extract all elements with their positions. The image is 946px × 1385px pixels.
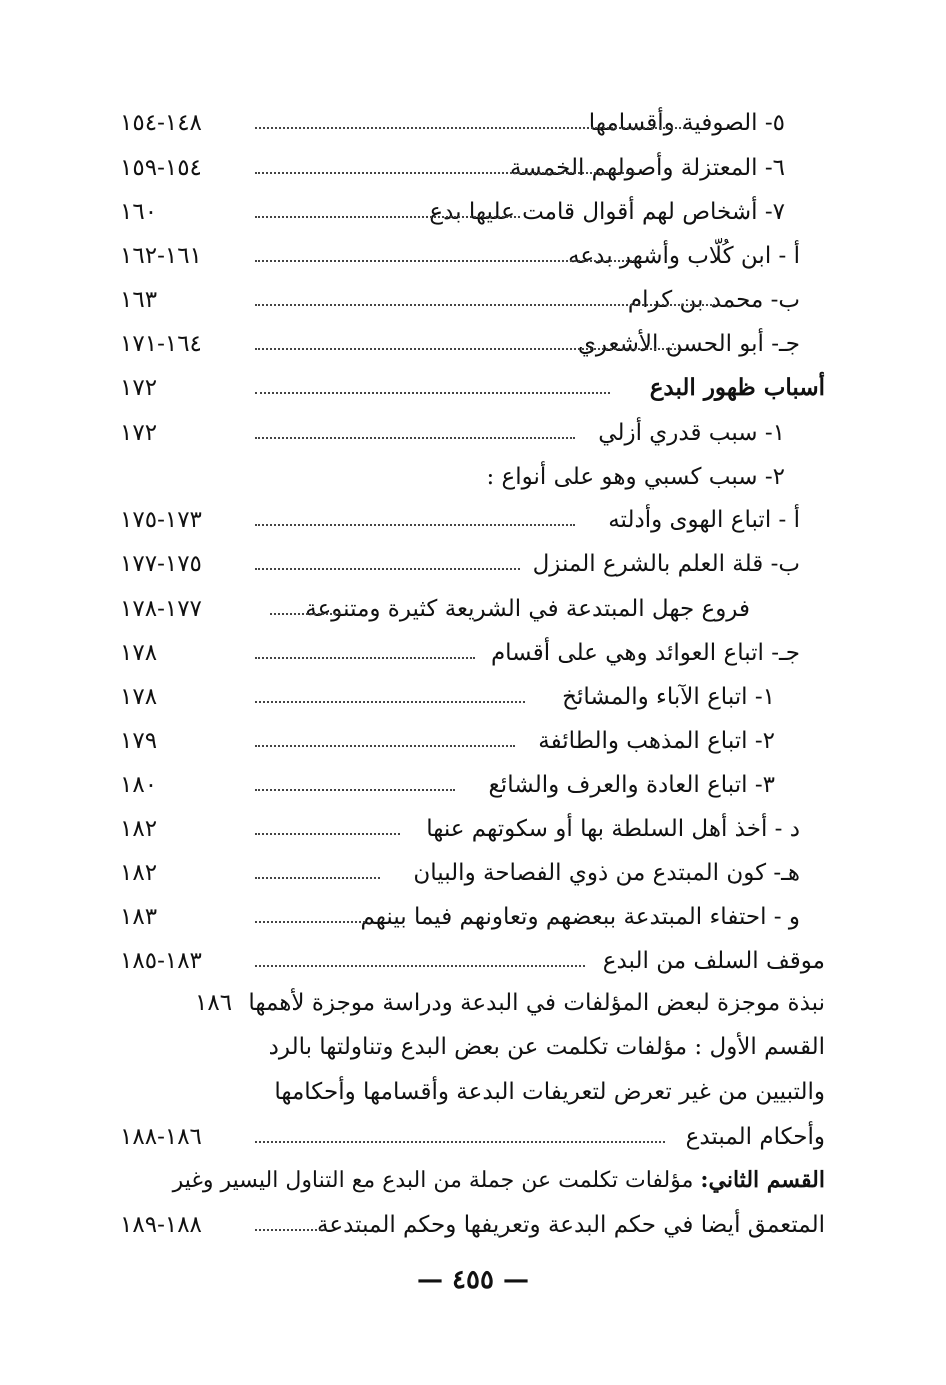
entry-title: أ - ابن كُلّاب وأشهر بدعه — [568, 243, 800, 269]
dot-leader — [255, 392, 610, 394]
entry-page: ١٦١-١٦٢ — [120, 243, 202, 269]
entry-title: ١- سبب قدري أزلي — [598, 420, 785, 446]
toc-entry — [120, 146, 825, 190]
toc-entry — [120, 851, 825, 895]
section-title: أسباب ظهور البدع — [649, 374, 825, 401]
entry-title: ٦- المعتزلة وأصولهم الخمسة — [509, 155, 785, 181]
toc-entry — [120, 234, 825, 278]
toc-section-heading — [120, 366, 825, 410]
toc-entry — [120, 587, 825, 631]
toc-entry — [120, 719, 825, 763]
dot-leader — [255, 260, 635, 262]
dot-leader — [255, 568, 520, 570]
entry-page: ١٨٢ — [120, 860, 158, 886]
dot-leader — [255, 304, 715, 306]
entry-page: ١٦٤-١٧١ — [120, 331, 202, 357]
dot-leader — [255, 877, 380, 879]
entry-title: ٢- اتباع المذهب والطائفة — [538, 728, 775, 754]
toc-entry — [120, 542, 825, 586]
page-number-value: ٤٥٥ — [452, 1265, 494, 1295]
dash-right: — — [493, 1265, 530, 1295]
entry-title: و - احتفاء المبتدعة ببعضهم وتعاونهم فيما بينهم — [360, 904, 800, 930]
toc-entry — [120, 807, 825, 851]
entry-title: نبذة موجزة لبعض المؤلفات في البدعة ودراسة موجزة لأهمها — [248, 990, 825, 1016]
toc-entry — [120, 101, 825, 145]
dot-leader — [255, 172, 635, 174]
entry-title: وأحكام المبتدع — [685, 1124, 825, 1150]
entry-page: ١٦٣ — [120, 287, 158, 313]
books-overview-entry — [120, 981, 825, 1025]
entry-page: ١٨٠ — [120, 772, 158, 798]
toc-entry — [120, 631, 825, 675]
dot-leader — [255, 524, 575, 526]
entry-title: ٣- اتباع العادة والعرف والشائع — [488, 772, 775, 798]
toc-entry — [120, 190, 825, 234]
dot-leader — [270, 613, 340, 615]
entry-page: ١٧٣-١٧٥ — [120, 507, 202, 533]
toc-entry — [120, 322, 825, 366]
dot-leader — [255, 789, 455, 791]
entry-page: ١٧٢ — [120, 375, 158, 401]
entry-page: ١٧٨ — [120, 640, 158, 666]
entry-page: ١٨٨-١٨٩ — [120, 1212, 202, 1238]
entry-page: ١٨٢ — [120, 816, 158, 842]
entry-title: د - أخذ أهل السلطة بها أو سكوتهم عنها — [426, 816, 800, 842]
part-two-line-2 — [120, 1203, 825, 1247]
section-title: موقف السلف من البدع — [602, 948, 825, 974]
entry-title: أ - اتباع الهوى وأدلته — [608, 507, 800, 533]
entry-title: جـ- اتباع العوائد وهي على أقسام — [490, 640, 800, 666]
dot-leader — [255, 348, 680, 350]
dot-leader — [255, 1141, 665, 1143]
dash-left: — — [416, 1265, 453, 1295]
entry-page: ١٥٤-١٥٩ — [120, 155, 202, 181]
toc-entry — [120, 498, 825, 542]
entry-title: هـ- كون المبتدع من ذوي الفصاحة والبيان — [413, 860, 800, 886]
dot-leader — [255, 745, 515, 747]
entry-page: ١٨٣ — [120, 904, 158, 930]
dot-leader — [255, 657, 475, 659]
toc-entry — [120, 278, 825, 322]
part-one-line-2: والتبيين من غير تعرض لتعريفات البدعة وأقسامها وأحكامها — [274, 1079, 825, 1105]
entry-page: ١٨٦-١٨٨ — [120, 1124, 202, 1150]
entry-title: جـ- أبو الحسن الأشعري — [577, 331, 800, 357]
entry-title: ١- اتباع الآباء والمشائخ — [562, 684, 775, 710]
entry-title: ب- قلة العلم بالشرع المنزل — [532, 551, 800, 577]
entry-title: المتعمق أيضا في حكم البدعة وتعريفها وحكم المبتدعة — [317, 1212, 825, 1238]
entry-title: ٥- الصوفية وأقسامها — [588, 110, 785, 136]
dot-leader — [255, 921, 365, 923]
toc-entry — [120, 411, 825, 455]
part-two-text: مؤلفات تكلمت عن جملة من البدع مع التناول اليسير وغير — [172, 1168, 694, 1193]
dot-leader — [255, 127, 685, 129]
toc-entry — [120, 763, 825, 807]
entry-page: ١٧٧-١٧٨ — [120, 596, 202, 622]
dot-leader — [255, 701, 525, 703]
entry-page: ١٨٦ — [195, 990, 233, 1016]
entry-page: ١٧٢ — [120, 420, 158, 446]
entry-title: ب- محمد بن كرام — [627, 287, 800, 313]
toc-entry — [120, 895, 825, 939]
dot-leader — [255, 833, 400, 835]
part-two-label: القسم الثاني: — [700, 1167, 825, 1193]
part-one-line-1: القسم الأول : مؤلفات تكلمت عن بعض البدع وتناولتها بالرد — [268, 1034, 825, 1060]
entry-page: ١٧٩ — [120, 728, 158, 754]
toc-section-heading — [120, 939, 825, 983]
part-one-line-3 — [120, 1115, 825, 1159]
part-two-line-1 — [120, 1158, 825, 1202]
entry-page: ١٧٨ — [120, 684, 158, 710]
entry-page: ١٦٠ — [120, 199, 158, 225]
entry-title: ٢- سبب كسبي وهو على أنواع : — [486, 464, 785, 490]
entry-page: ١٧٥-١٧٧ — [120, 551, 202, 577]
dot-leader — [255, 437, 575, 439]
entry-page: ١٤٨-١٥٤ — [120, 110, 202, 136]
page-number — [0, 1265, 946, 1295]
dot-leader — [255, 965, 585, 967]
toc-entry — [120, 455, 825, 499]
dot-leader — [255, 1229, 325, 1231]
entry-page: ١٨٣-١٨٥ — [120, 948, 202, 974]
entry-title: فروع جهل المبتدعة في الشريعة كثيرة ومتنوعة — [305, 596, 750, 622]
dot-leader — [255, 216, 520, 218]
toc-entry — [120, 675, 825, 719]
entry-title: ٧- أشخاص لهم أقوال قامت عليها بدع — [429, 199, 785, 225]
